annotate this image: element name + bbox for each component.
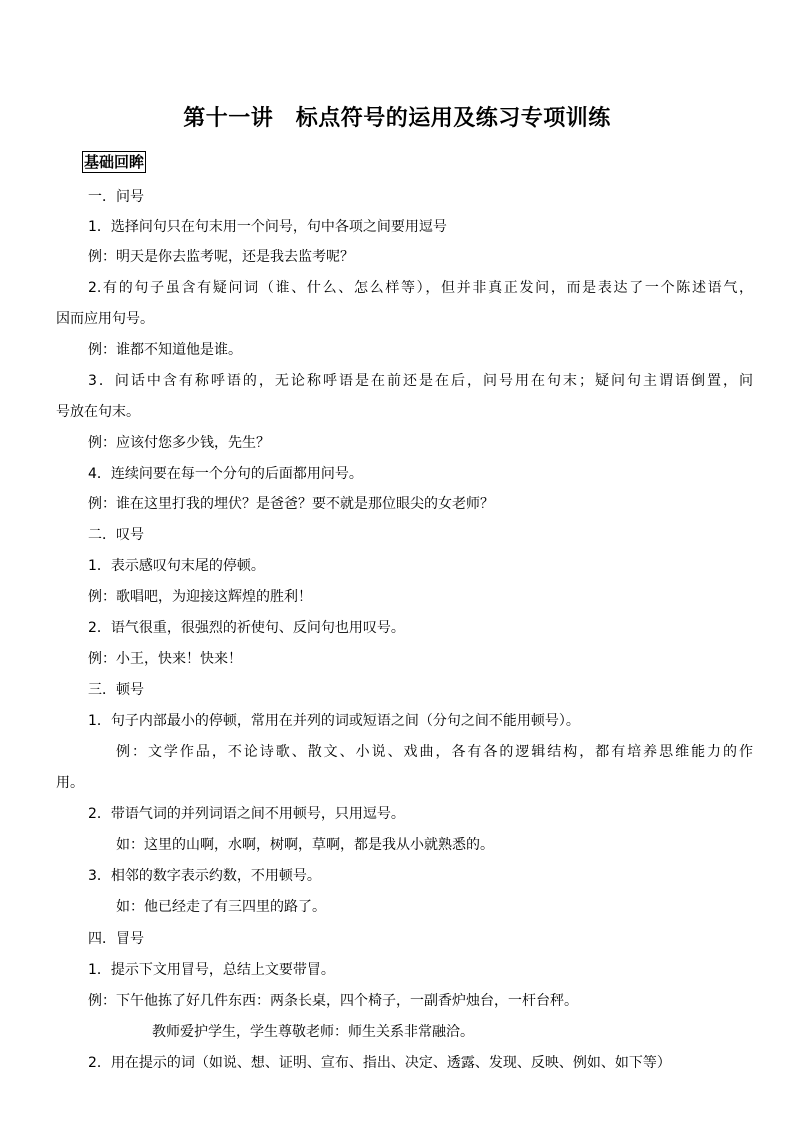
example-enumeration-2: 如：这里的山啊，水啊，树啊，草啊，都是我从小就熟悉的。 — [116, 837, 494, 853]
rule-question-2-line-2: 因而应用句号。 — [56, 311, 154, 327]
example-colon-1-b: 教师爱护学生，学生尊敬老师：师生关系非常融洽。 — [152, 1024, 474, 1040]
rule-question-3-line-2: 号放在句末。 — [56, 404, 140, 420]
rule-enumeration-1: 1．句子内部最小的停顿，常用在并列的词或短语之间（分句之间不能用顿号）。 — [88, 713, 580, 729]
example-exclamation-2: 例：小王，快来！快来！ — [88, 651, 242, 667]
rule-question-1: 1．选择问句只在句末用一个问号，句中各项之间要用逗号 — [88, 219, 447, 235]
rule-colon-1: 1．提示下文用冒号，总结上文要带冒。 — [88, 962, 335, 978]
rule-exclamation-1: 1．表示感叹句末尾的停顿。 — [88, 558, 265, 574]
example-question-3: 例：应该付您多少钱，先生？ — [88, 435, 270, 451]
heading-enumeration-comma: 三．顿号 — [88, 682, 144, 698]
example-enumeration-1-line-2: 用。 — [56, 775, 84, 791]
lesson-title: 第十一讲 标点符号的运用及练习专项训练 — [183, 105, 611, 131]
example-question-4: 例：谁在这里打我的埋伏？是爸爸？要不就是那位眼尖的女老师？ — [88, 496, 494, 512]
example-question-1: 例：明天是你去监考呢，还是我去监考呢？ — [88, 249, 354, 265]
example-question-2: 例：谁都不知道他是谁。 — [88, 342, 242, 358]
example-colon-1: 例：下午他拣了好几件东西：两条长桌，四个椅子，一副香炉烛台，一杆台秤。 — [88, 993, 578, 1009]
heading-question-mark: 一．问号 — [88, 189, 144, 205]
example-exclamation-1: 例：歌唱吧，为迎接这辉煌的胜利！ — [88, 589, 312, 605]
heading-exclamation-mark: 二．叹号 — [88, 527, 144, 543]
example-enumeration-3: 如：他已经走了有三四里的路了。 — [116, 899, 326, 915]
example-enumeration-1-line-1: 例：文学作品，不论诗歌、散文、小说、戏曲，各有各的逻辑结构，都有培养思维能力的作 — [116, 744, 753, 760]
rule-exclamation-2: 2．语气很重，很强烈的祈使句、反问句也用叹号。 — [88, 620, 405, 636]
rule-enumeration-3: 3．相邻的数字表示约数，不用顿号。 — [88, 868, 321, 884]
rule-enumeration-2: 2．带语气词的并列词语之间不用顿号，只用逗号。 — [88, 806, 405, 822]
heading-colon: 四．冒号 — [88, 931, 144, 947]
rule-question-4: 4．连续问要在每一个分句的后面都用问号。 — [88, 466, 363, 482]
rule-question-3-line-1: 3．问话中含有称呼语的，无论称呼语是在前还是在后，问号用在句末；疑问句主谓语倒置，问 — [88, 373, 753, 389]
rule-colon-2: 2．用在提示的词（如说、想、证明、宣布、指出、决定、透露、发现、反映、例如、如下等） — [88, 1055, 671, 1071]
rule-question-2-line-1: 2.有的句子虽含有疑问词（谁、什么、怎么样等），但并非真正发问，而是表达了一个陈述语气， — [88, 280, 753, 296]
section-label-basics-review: 基础回眸 — [84, 153, 145, 171]
